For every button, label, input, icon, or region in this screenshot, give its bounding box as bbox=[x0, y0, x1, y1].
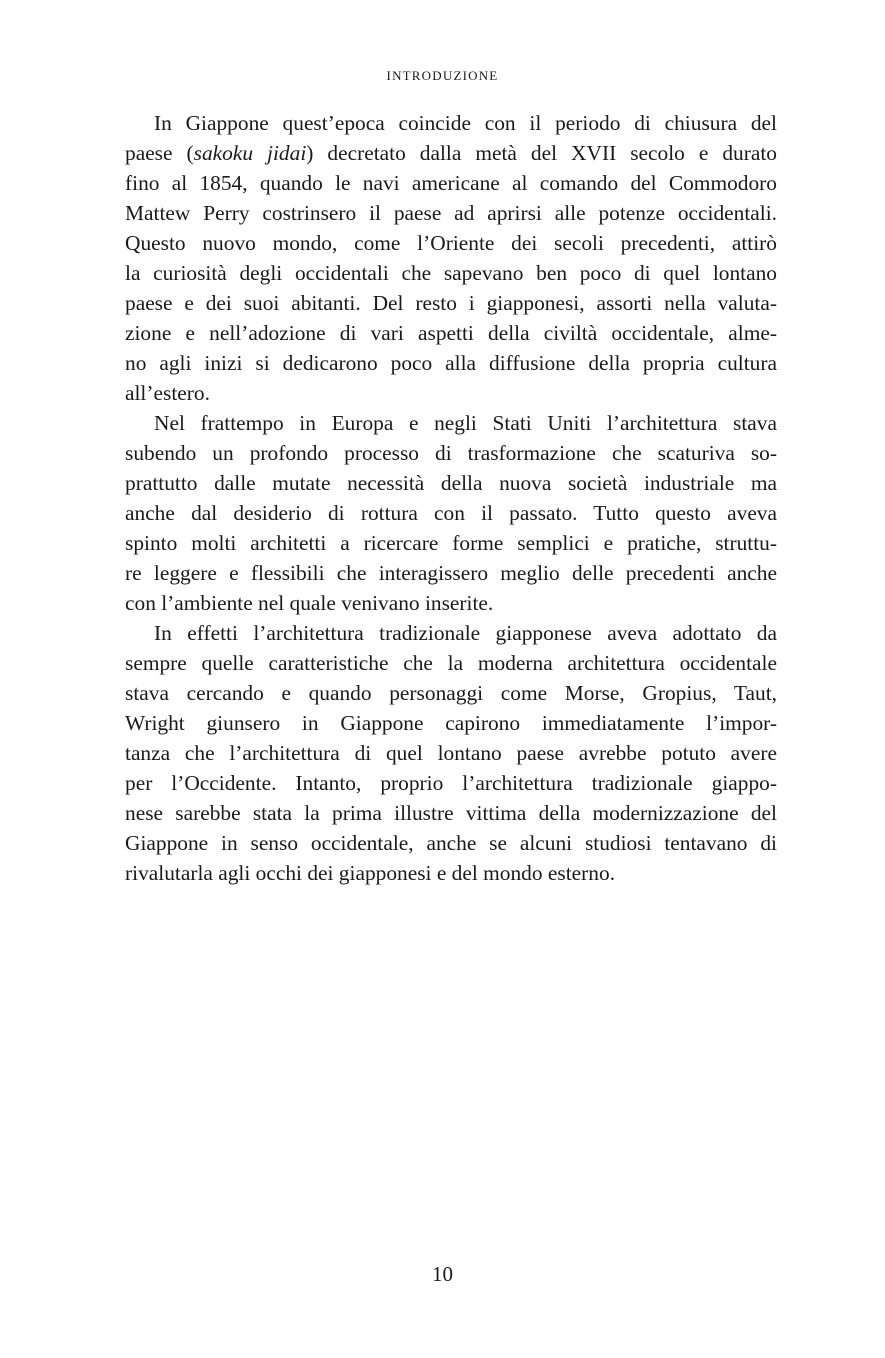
text-line: con l’ambiente nel quale venivano inserite. bbox=[125, 591, 494, 615]
body-text bbox=[125, 108, 777, 888]
text-line: nese sarebbe stata la prima illustre vittima della modernizzazione del bbox=[125, 801, 777, 825]
text-line: zione e nell’adozione di vari aspetti della civiltà occidentale, almе- bbox=[125, 321, 777, 345]
text-line: prattutto dalle mutate necessità della nuova società industriale ma bbox=[125, 471, 777, 495]
text-line: sempre quelle caratteristiche che la moderna architettura occidentale bbox=[125, 651, 777, 675]
text-line: Giappone in senso occidentale, anche se alcuni studiosi tentavano di bbox=[125, 831, 777, 855]
text-line: Nel frattempo in Europa e negli Stati Uniti l’architettura stava bbox=[154, 411, 777, 435]
text-line: no agli inizi si dedicarono poco alla diffusione della propria cultura bbox=[125, 351, 777, 375]
paragraph-1 bbox=[125, 108, 777, 408]
text-line: re leggere e flessibili che interagissero meglio delle precedenti anche bbox=[125, 561, 777, 585]
text-line-with-italic: paese (sakoku jidai) decretato dalla metà del XVII secolo e durato bbox=[125, 141, 777, 165]
text-line: per l’Occidente. Intanto, proprio l’architettura tradizionale giappo- bbox=[125, 771, 777, 795]
running-head: INTRODUZIONE bbox=[386, 68, 499, 83]
text-line: paese e dei suoi abitanti. Del resto i giapponesi, assorti nella valuta- bbox=[125, 291, 777, 315]
paragraph-2 bbox=[125, 408, 777, 618]
text-line: Mattew Perry costrinsero il paese ad aprirsi alle potenze occidentali. bbox=[125, 201, 777, 225]
text-line: la curiosità degli occidentali che sapevano ben poco di quel lontano bbox=[125, 261, 777, 285]
text-line: In Giappone quest’epoca coincide con il periodo di chiusura del bbox=[154, 111, 777, 135]
text-line: In effetti l’architettura tradizionale giapponese aveva adottato da bbox=[154, 621, 777, 645]
text-line: subendo un profondo processo di trasformazione che scaturiva so- bbox=[125, 441, 777, 465]
text-line: fino al 1854, quando le navi americane al comando del Commodoro bbox=[125, 171, 777, 195]
paragraph-3 bbox=[125, 618, 777, 888]
text-line: tanza che l’architettura di quel lontano paese avrebbe potuto avere bbox=[125, 741, 777, 765]
text-line: rivalutarla agli occhi dei giapponesi e del mondo esterno. bbox=[125, 861, 616, 885]
page-number: 10 bbox=[432, 1262, 453, 1286]
text-line: spinto molti architetti a ricercare forme semplici e pratiche, struttu- bbox=[125, 531, 777, 555]
text-line: stava cercando e quando personaggi come Morse, Gropius, Taut, bbox=[125, 681, 777, 705]
text-line: all’estero. bbox=[125, 381, 210, 405]
text-line: Wright giunsero in Giappone capirono immediatamente l’impor- bbox=[125, 711, 777, 735]
text-line: anche dal desiderio di rottura con il passato. Tutto questo aveva bbox=[125, 501, 777, 525]
text-line: Questo nuovo mondo, come l’Oriente dei secoli precedenti, attirò bbox=[125, 231, 777, 255]
